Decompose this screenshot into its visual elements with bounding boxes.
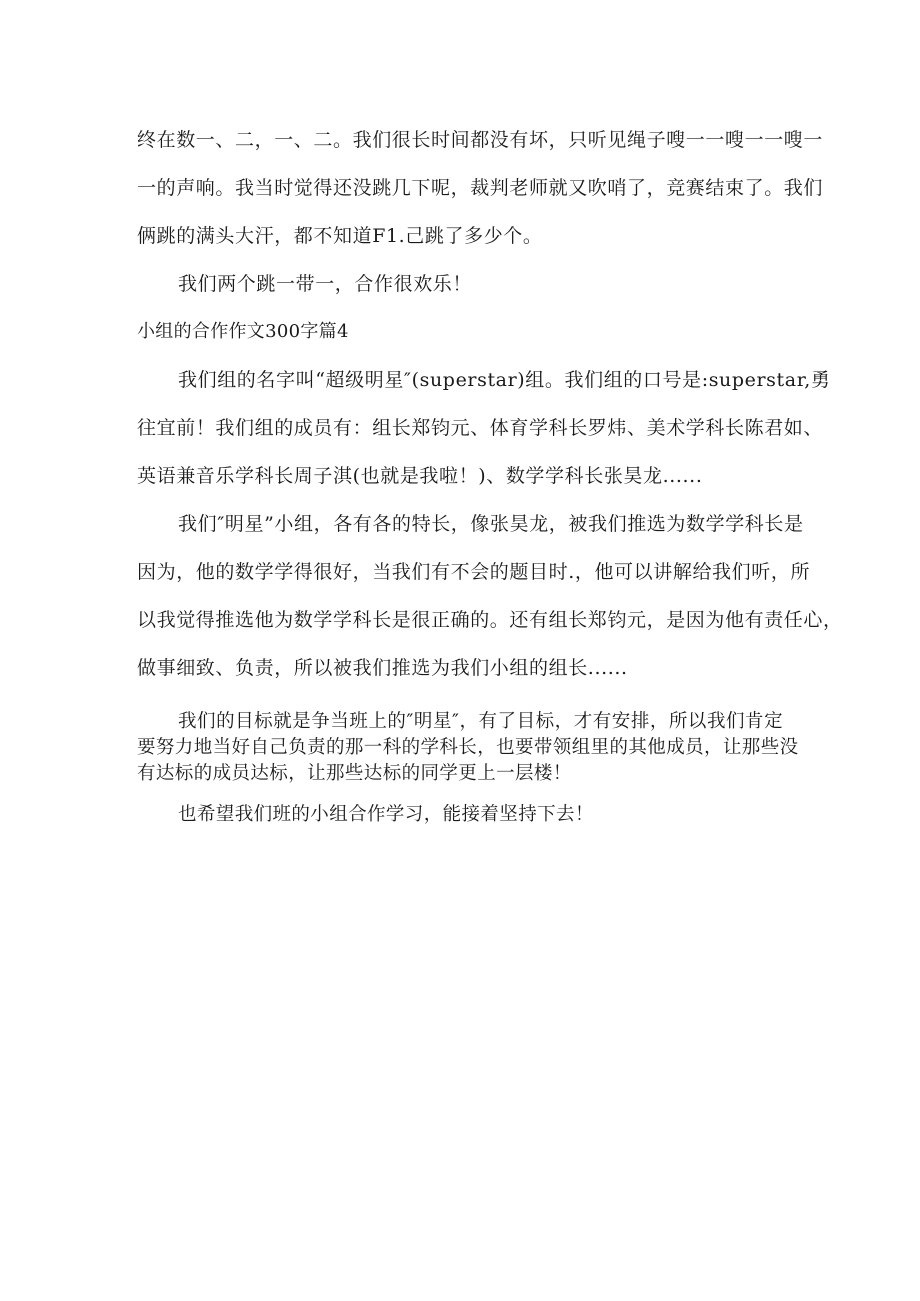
paragraph-team-name-line-3: 英语兼音乐学科长周子淇(也就是我啦！)、数学学科长张昊龙...... [137,465,703,487]
paragraph-goal-line-2: 要努力地当好自己负责的那一科的学科长，也要带领组里的其他成员，让那些没 [137,737,799,758]
paragraph-cooperation: 我们两个跳一带一，合作很欢乐！ [178,273,473,295]
paragraph-continuation-line-3: 俩跳的满头大汗，都不知道F1.己跳了多少个。 [137,225,543,247]
paragraph-goal-line-1: 我们的目标就是争当班上的″明星″，有了目标，才有安排，所以我们肯定 [178,711,783,732]
paragraph-stars-line-3: 以我觉得推选他为数学学科长是很正确的。还有组长郑钧元，是因为他有责任心， [137,609,843,631]
paragraph-team-name-line-2: 往宜前！我们组的成员有：组长郑钧元、体育学科长罗炜、美术学科长陈君如、 [137,417,824,439]
paragraph-stars-line-2: 因为，他的数学学得很好，当我们有不会的题目时.，他可以讲解给我们听，所 [137,561,811,583]
paragraph-stars-line-1: 我们″明星”小组，各有各的特长，像张昊龙，被我们推选为数学学科长是 [178,513,804,535]
paragraph-hope: 也希望我们班的小组合作学习，能接着坚持下去！ [178,804,594,825]
section-heading: 小组的合作作文300字篇4 [137,321,349,342]
paragraph-continuation-line-2: 一的声响。我当时觉得还没跳几下呢，裁判老师就又吹哨了，竞赛结束了。我们 [137,177,824,199]
paragraph-stars-line-4: 做事细致、负责，所以被我们推选为我们小组的组长...... [137,657,628,679]
paragraph-continuation-line-1: 终在数一、二，一、二。我们很长时间都没有坏，只听见绳子嗖一一嗖一一嗖一 [137,129,824,151]
paragraph-team-name-line-1: 我们组的名字叫“超级明星″(superstar)组。我们组的口号是:superstar,勇 [178,369,831,391]
paragraph-goal-line-3: 有达标的成员达标，让那些达标的同学更上一层楼！ [137,763,572,784]
